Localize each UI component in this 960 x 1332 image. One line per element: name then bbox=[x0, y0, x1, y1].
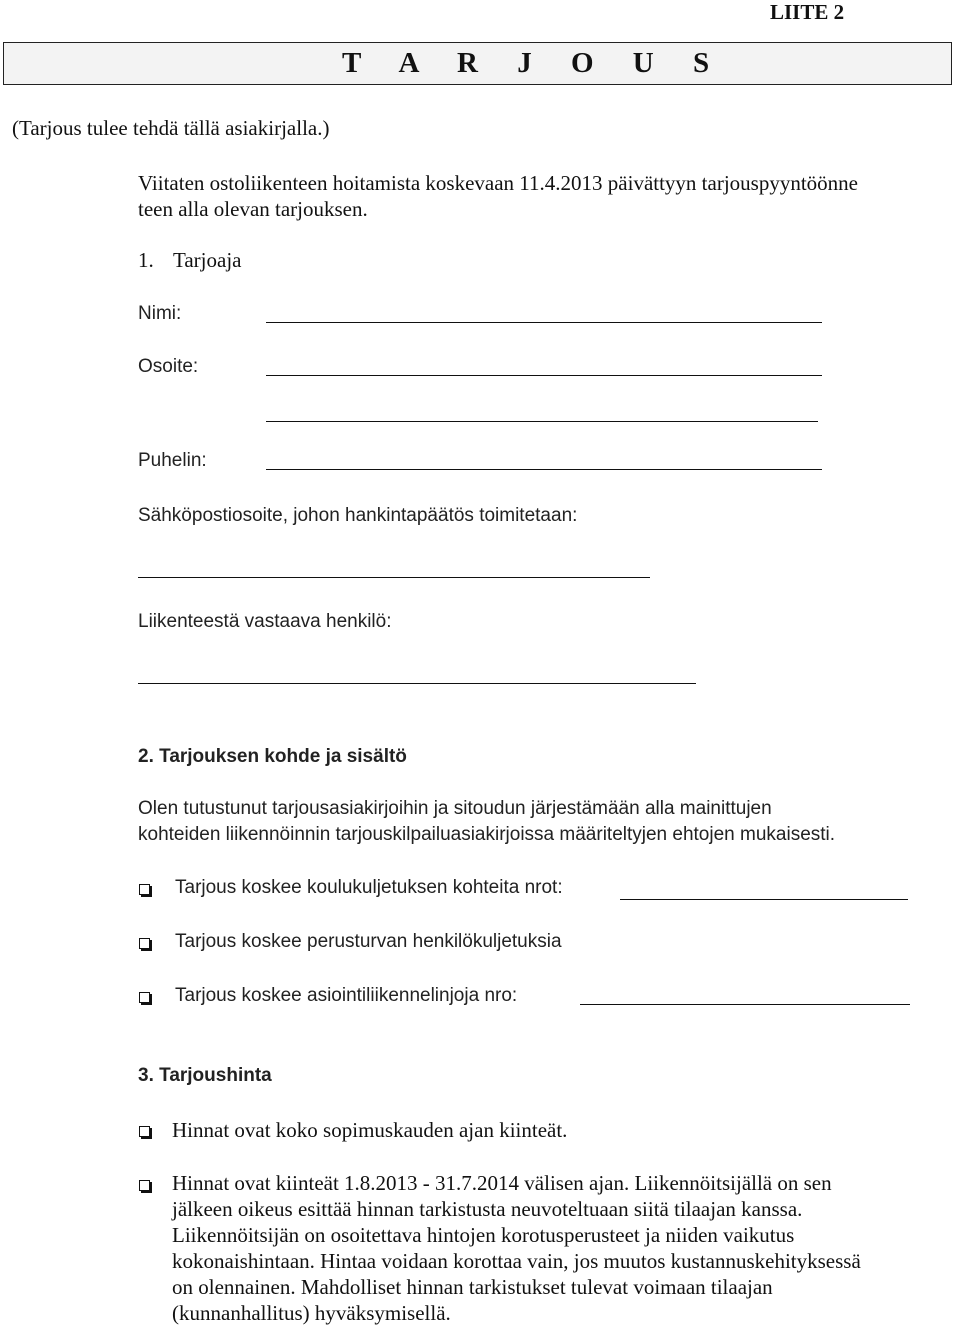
phone-field-line[interactable] bbox=[266, 469, 822, 470]
name-field-line[interactable] bbox=[266, 322, 822, 323]
price-terms-line: jälkeen oikeus esittää hinnan tarkistusta neuvoteltuaan siitä tilaajan kanssa. bbox=[172, 1197, 803, 1221]
price-terms-line: Liikennöitsijän on osoitettava hintojen korotusperusteet ja niiden vaikutus bbox=[172, 1223, 795, 1247]
option-basic-security-transport: Tarjous koskee perusturvan henkilökuljetuksia bbox=[175, 931, 562, 952]
checkbox-fixed-prices[interactable] bbox=[139, 1126, 150, 1137]
section3-title: 3. Tarjoushinta bbox=[138, 1065, 272, 1086]
intro-note: (Tarjous tulee tehdä tällä asiakirjalla.) bbox=[12, 116, 330, 140]
option-fixed-prices: Hinnat ovat koko sopimuskauden ajan kiinteät. bbox=[172, 1118, 568, 1142]
phone-label: Puhelin: bbox=[138, 450, 207, 471]
checkbox-basic-security-transport[interactable] bbox=[139, 938, 150, 949]
email-label: Sähköpostiosoite, johon hankintapäätös toimitetaan: bbox=[138, 505, 578, 526]
email-field-line[interactable] bbox=[138, 577, 650, 578]
appendix-label: LIITE 2 bbox=[770, 0, 845, 24]
checkbox-school-transport[interactable] bbox=[139, 884, 150, 895]
price-terms-line: Hinnat ovat kiinteät 1.8.2013 - 31.7.2014 välisen ajan. Liikennöitsijällä on sen bbox=[172, 1171, 832, 1195]
title-box bbox=[3, 42, 952, 85]
price-terms-line: kokonaishintaan. Hintaa voidaan korottaa vain, jos muutos kustannuskehityksessä bbox=[172, 1249, 861, 1273]
section2-line: kohteiden liikennöinnin tarjouskilpailuasiakirjoissa määriteltyjen ehtojen mukaisesti. bbox=[138, 824, 836, 845]
address-field-line-1[interactable] bbox=[266, 375, 822, 376]
contact-field-line[interactable] bbox=[138, 683, 696, 684]
document-title: T A R J O U S bbox=[342, 47, 726, 79]
option-service-lines: Tarjous koskee asiointiliikennelinjoja nro: bbox=[175, 985, 518, 1006]
section2-text bbox=[138, 796, 835, 848]
option-fixed-prices-period bbox=[172, 1170, 861, 1326]
address-field-line-2[interactable] bbox=[266, 421, 818, 422]
checkbox-service-lines[interactable] bbox=[139, 992, 150, 1003]
section2-title: 2. Tarjouksen kohde ja sisältö bbox=[138, 746, 407, 767]
school-transport-numbers-line[interactable] bbox=[620, 899, 908, 900]
price-terms-line: on olennainen. Mahdolliset hinnan tarkistukset tulevat voimaan tilaajan bbox=[172, 1275, 773, 1299]
checkbox-fixed-prices-period[interactable] bbox=[139, 1180, 150, 1191]
name-label: Nimi: bbox=[138, 303, 182, 324]
service-lines-numbers-line[interactable] bbox=[580, 1004, 910, 1005]
reference-line: Viitaten ostoliikenteen hoitamista koskevaan 11.4.2013 päivättyyn tarjouspyyntöönne bbox=[138, 171, 858, 195]
section1-title: Tarjoaja bbox=[173, 248, 242, 272]
section1-number: 1. bbox=[138, 248, 154, 272]
reference-text bbox=[138, 170, 858, 222]
reference-line: teen alla olevan tarjouksen. bbox=[138, 197, 368, 221]
section2-line: Olen tutustunut tarjousasiakirjoihin ja sitoudun järjestämään alla mainittujen bbox=[138, 798, 772, 819]
contact-label: Liikenteestä vastaava henkilö: bbox=[138, 611, 392, 632]
option-school-transport: Tarjous koskee koulukuljetuksen kohteita nrot: bbox=[175, 877, 563, 898]
address-label: Osoite: bbox=[138, 356, 199, 377]
price-terms-line: (kunnanhallitus) hyväksymisellä. bbox=[172, 1301, 451, 1325]
